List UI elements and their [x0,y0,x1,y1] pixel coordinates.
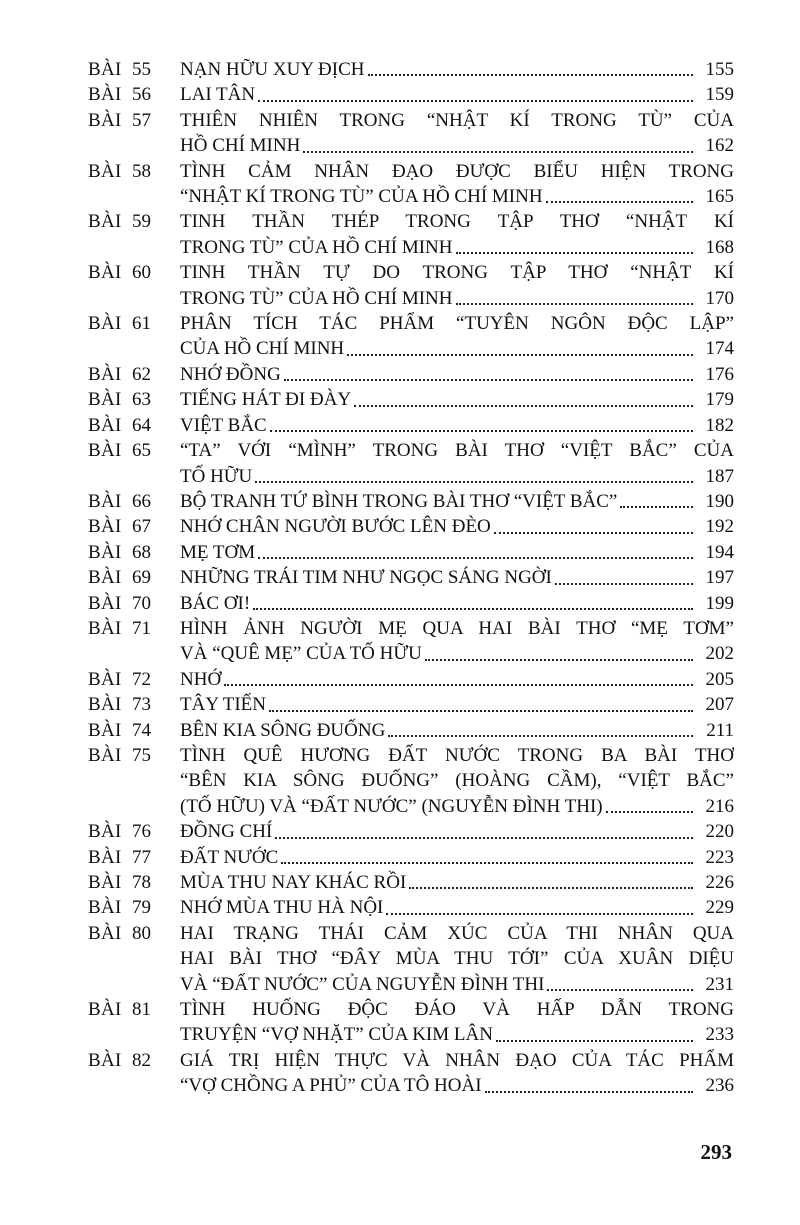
page-ref: 207 [705,694,734,716]
page-ref: 162 [705,135,734,157]
title-text: TIẾNG HÁT ĐI ĐÀY [180,389,352,411]
page-ref: 192 [705,516,734,538]
title-line [180,387,734,412]
lesson-title [180,209,734,260]
page-ref: 229 [705,897,734,919]
lesson-title [180,819,734,844]
page-ref: 168 [705,236,734,258]
toc-entry [88,82,734,107]
lesson-label: BÀI [88,872,122,893]
title-text: NHỚ [180,668,222,690]
lesson-title [180,489,734,514]
toc-entry [88,438,734,489]
lesson-number: 68 [132,541,151,563]
toc-entry [88,1048,734,1099]
toc-entry [88,57,734,82]
table-of-contents [88,57,734,1099]
title-text: VÀ “ĐẤT NƯỚC” CỦA NGUYỄN ĐÌNH THI [180,973,545,995]
lesson-number: 77 [132,846,151,868]
title-text: TÂY TIẾN [180,694,267,716]
lesson-label: BÀI [88,694,122,716]
dot-leader [281,860,693,864]
dot-leader [368,72,694,76]
page-ref: 211 [706,719,734,741]
title-text: LAI TÂN [180,84,256,106]
lesson-label: BÀI [88,719,122,741]
lesson-title [180,413,734,438]
toc-entry [88,743,734,819]
title-line [180,286,734,311]
lesson-label: BÀI [88,541,122,563]
toc-entry [88,565,734,590]
title-line [180,667,734,692]
title-line: TÌNH CẢM NHÂN ĐẠO ĐƯỢC BIỂU HIỆN TRONG [180,160,734,182]
lesson-number: 55 [132,59,151,80]
lesson-number: 63 [132,389,151,411]
dot-leader [253,606,693,610]
lesson-title [180,438,734,489]
lesson-title [180,870,734,895]
lesson-label: BÀI [88,440,122,462]
title-line [180,57,734,82]
lesson-number: 79 [132,897,151,919]
title-line [180,82,734,107]
title-text: VÀ “QUÊ MẸ” CỦA TỐ HỮU [180,643,422,665]
lesson-label: BÀI [88,414,122,436]
lesson-label: BÀI [88,363,122,385]
lesson-label: BÀI [88,846,122,868]
dot-leader [494,530,693,534]
lesson-number: 73 [132,694,151,716]
dot-leader [496,1038,693,1042]
title-line [180,895,734,920]
page-ref: 205 [705,668,734,690]
lesson-number: 57 [132,109,151,131]
toc-entry [88,997,734,1048]
lesson-number: 72 [132,668,151,690]
title-text: TỐ HỮU [180,465,253,487]
lesson-title [180,718,734,743]
dot-leader [388,733,693,737]
dot-leader [547,987,693,991]
lesson-label: BÀI [88,922,122,944]
title-line [180,235,734,260]
toc-entry [88,667,734,692]
dot-leader [269,708,693,712]
dot-leader [485,1089,693,1093]
dot-leader [606,809,693,813]
lesson-title [180,514,734,539]
lesson-title [180,921,734,997]
page-ref: 220 [705,821,734,843]
page-ref: 202 [705,643,734,665]
title-line: “BÊN KIA SÔNG ĐUỐNG” (HOÀNG CẦM), “VIỆT BẮC” [180,770,734,792]
dot-leader [354,403,693,407]
toc-entry [88,387,734,412]
dot-leader [456,250,693,254]
toc-entry [88,489,734,514]
lesson-label: BÀI [88,897,122,919]
title-text: TRONG TÙ” CỦA HỒ CHÍ MINH [180,287,453,309]
lesson-number: 62 [132,363,151,385]
dot-leader [224,682,693,686]
lesson-title [180,845,734,870]
lesson-label: BÀI [88,668,122,690]
lesson-number: 65 [132,440,151,462]
toc-entry [88,895,734,920]
lesson-number: 82 [132,1049,151,1071]
title-text: NHỚ MÙA THU HÀ NỘI [180,897,384,919]
toc-entry [88,921,734,997]
lesson-title [180,667,734,692]
title-text: NHỚ ĐỒNG [180,363,281,385]
title-line [180,692,734,717]
lesson-number: 75 [132,744,151,766]
title-line [180,819,734,844]
title-text: CỦA HỒ CHÍ MINH [180,338,345,360]
dot-leader [409,885,693,889]
lesson-label: BÀI [88,84,122,106]
title-text: “VỢ CHỒNG A PHỦ” CỦA TÔ HOÀI [180,1075,482,1097]
lesson-label: BÀI [88,160,122,182]
title-text: (TỐ HỮU) VÀ “ĐẤT NƯỚC” (NGUYỄN ĐÌNH THI) [180,795,603,817]
title-line: HAI BÀI THƠ “ĐÂY MÙA THU TỚI” CỦA XUÂN DIỆU [180,948,734,970]
lesson-label: BÀI [88,262,122,284]
lesson-title [180,997,734,1048]
lesson-number: 59 [132,211,151,233]
lesson-label: BÀI [88,617,122,639]
title-text: ĐỒNG CHÍ [180,821,273,843]
dot-leader [347,352,693,356]
lesson-number: 67 [132,516,151,538]
page-ref: 165 [705,186,734,208]
title-line: THIÊN NHIÊN TRONG “NHẬT KÍ TRONG TÙ” CỦA [180,109,734,131]
title-line: HAI TRẠNG THÁI CẢM XÚC CỦA THI NHÂN QUA [180,922,734,944]
title-line [180,464,734,489]
page-ref: 179 [705,389,734,411]
title-text: VIỆT BẮC [180,414,267,436]
title-line [180,184,734,209]
lesson-title [180,260,734,311]
lesson-number: 58 [132,160,151,182]
title-line [180,718,734,743]
lesson-number: 78 [132,872,151,893]
title-line [180,1022,734,1047]
dot-leader [425,657,693,661]
lesson-label: BÀI [88,567,122,589]
page-ref: 170 [705,287,734,309]
page-ref: 216 [705,795,734,817]
dot-leader [303,149,693,153]
lesson-title [180,895,734,920]
page-ref: 176 [705,363,734,385]
lesson-label: BÀI [88,59,122,80]
page-ref: 236 [705,1075,734,1097]
lesson-label: BÀI [88,211,122,233]
lesson-number: 76 [132,821,151,843]
lesson-number: 66 [132,490,151,512]
page-ref: 233 [705,1024,734,1046]
title-text: BÁC ƠI! [180,592,251,614]
title-line: GIÁ TRỊ HIỆN THỰC VÀ NHÂN ĐẠO CỦA TÁC PHẨM [180,1049,734,1071]
title-text: NẠN HỮU XUY ĐỊCH [180,59,365,80]
dot-leader [284,377,693,381]
title-line [180,845,734,870]
dot-leader [555,581,693,585]
title-line [180,1073,734,1098]
title-line [180,794,734,819]
toc-entry [88,845,734,870]
lesson-title [180,311,734,362]
lesson-label: BÀI [88,516,122,538]
title-line: PHÂN TÍCH TÁC PHẨM “TUYÊN NGÔN ĐỘC LẬP” [180,313,734,335]
toc-entry [88,159,734,210]
title-line [180,413,734,438]
lesson-label: BÀI [88,1049,122,1071]
toc-entry [88,819,734,844]
lesson-number: 61 [132,313,151,335]
title-line [180,489,734,514]
lesson-label: BÀI [88,490,122,512]
title-text: MÙA THU NAY KHÁC RỒI [180,872,407,893]
lesson-number: 80 [132,922,151,944]
page-ref: 182 [705,414,734,436]
title-text: ĐẤT NƯỚC [180,846,279,868]
toc-entry [88,616,734,667]
toc-entry [88,311,734,362]
lesson-label: BÀI [88,999,122,1021]
page-ref: 199 [705,592,734,614]
title-line [180,565,734,590]
toc-entry [88,260,734,311]
title-line [180,133,734,158]
lesson-label: BÀI [88,821,122,843]
title-text: “NHẬT KÍ TRONG TÙ” CỦA HỒ CHÍ MINH [180,186,543,208]
title-line: TINH THẦN TỰ DO TRONG TẬP THƠ “NHẬT KÍ [180,262,734,284]
title-text: MẸ TƠM [180,541,256,563]
title-line: HÌNH ẢNH NGƯỜI MẸ QUA HAI BÀI THƠ “MẸ TƠM” [180,617,734,639]
lesson-number: 56 [132,84,151,106]
page-ref: 174 [705,338,734,360]
dot-leader [546,199,693,203]
page-ref: 226 [705,872,734,893]
dot-leader [275,835,693,839]
dot-leader [456,301,693,305]
title-text: BÊN KIA SÔNG ĐUỐNG [180,719,386,741]
lesson-title [180,540,734,565]
page-ref: 190 [705,490,734,512]
lesson-title [180,565,734,590]
dot-leader [270,428,693,432]
page-ref: 223 [705,846,734,868]
page-ref: 187 [705,465,734,487]
page-ref: 155 [705,59,734,80]
page-ref: 197 [705,567,734,589]
title-line [180,972,734,997]
title-line [180,540,734,565]
lesson-title [180,82,734,107]
toc-entry [88,718,734,743]
lesson-label: BÀI [88,592,122,614]
title-line: TINH THẦN THÉP TRONG TẬP THƠ “NHẬT KÍ [180,211,734,233]
toc-entry [88,591,734,616]
dot-leader [255,479,693,483]
toc-entry [88,413,734,438]
title-line [180,641,734,666]
lesson-label: BÀI [88,313,122,335]
title-line: TÌNH QUÊ HƯƠNG ĐẤT NƯỚC TRONG BA BÀI THƠ [180,744,734,766]
title-line [180,870,734,895]
toc-entry [88,692,734,717]
title-line [180,514,734,539]
page-ref: 159 [705,84,734,106]
lesson-number: 71 [132,617,151,639]
title-text: HỒ CHÍ MINH [180,135,301,157]
lesson-title [180,591,734,616]
lesson-label: BÀI [88,109,122,131]
lesson-title [180,57,734,82]
lesson-number: 69 [132,567,151,589]
title-text: NHỮNG TRÁI TIM NHƯ NGỌC SÁNG NGỜI [180,567,552,589]
lesson-number: 81 [132,999,151,1021]
title-text: TRONG TÙ” CỦA HỒ CHÍ MINH [180,236,453,258]
title-text: TRUYỆN “VỢ NHẶT” CỦA KIM LÂN [180,1024,493,1046]
lesson-number: 70 [132,592,151,614]
lesson-title [180,743,734,819]
dot-leader [258,98,693,102]
lesson-title [180,108,734,159]
title-text: NHỚ CHÂN NGƯỜI BƯỚC LÊN ĐÈO [180,516,491,538]
title-line [180,336,734,361]
lesson-label: BÀI [88,389,122,411]
lesson-title [180,159,734,210]
dot-leader [386,911,693,915]
page-ref: 194 [705,541,734,563]
title-line: “TA” VỚI “MÌNH” TRONG BÀI THƠ “VIỆT BẮC” CỦA [180,440,734,462]
lesson-number: 74 [132,719,151,741]
lesson-number: 64 [132,414,151,436]
page-number: 293 [700,1140,732,1164]
page-ref: 231 [705,973,734,995]
title-line [180,362,734,387]
title-line [180,591,734,616]
dot-leader [620,504,693,508]
lesson-title [180,1048,734,1099]
title-line: TÌNH HUỐNG ĐỘC ĐÁO VÀ HẤP DẪN TRONG [180,999,734,1021]
lesson-title [180,616,734,667]
toc-entry [88,870,734,895]
dot-leader [258,555,693,559]
toc-entry [88,108,734,159]
toc-entry [88,540,734,565]
lesson-label: BÀI [88,744,122,766]
toc-entry [88,209,734,260]
toc-entry [88,514,734,539]
title-text: BỘ TRANH TỨ BÌNH TRONG BÀI THƠ “VIỆT BẮC” [180,490,618,512]
lesson-number: 60 [132,262,151,284]
lesson-title [180,692,734,717]
lesson-title [180,387,734,412]
lesson-title [180,362,734,387]
toc-entry [88,362,734,387]
